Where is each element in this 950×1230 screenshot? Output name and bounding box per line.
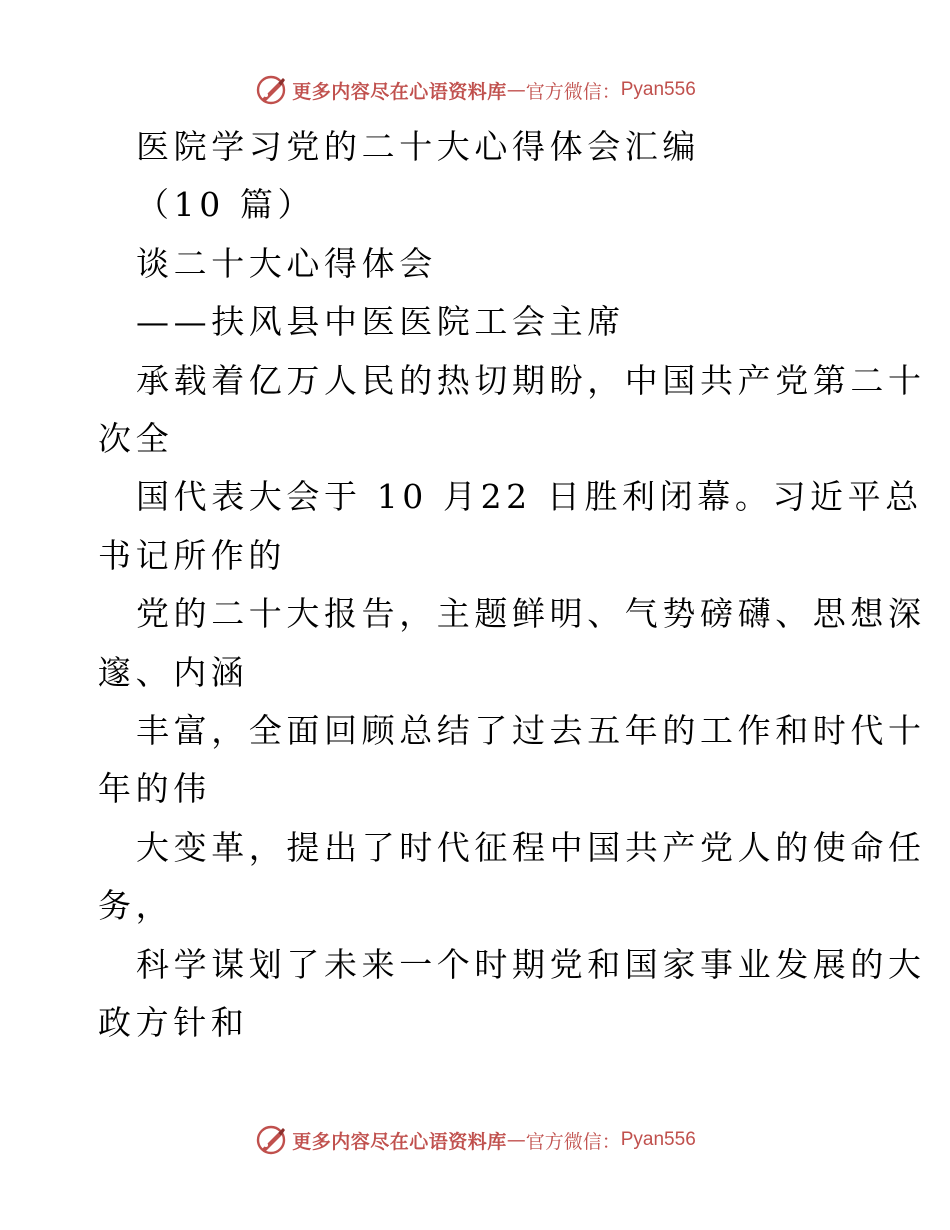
paragraph-line: 国代表大会于 10 月22 日胜利闭幕。习近平总	[136, 477, 923, 517]
footer-watermark	[0, 1120, 950, 1160]
document-body	[98, 118, 926, 1053]
watermark-separator: —	[506, 79, 526, 101]
watermark-wechat-label: 官方微信：	[525, 1130, 621, 1153]
paragraph-line: 邃、内涵	[98, 652, 249, 692]
paragraph-line: 次全	[98, 419, 174, 459]
pen-logo-icon	[254, 73, 288, 107]
paragraph-line: 承载着亿万人民的热切期盼，中国共产党第二十	[136, 360, 926, 400]
watermark-wechat-label: 官方微信：	[525, 80, 621, 103]
watermark-wechat-id: Pyan556	[620, 1129, 696, 1150]
paragraph-line: 党的二十大报告，主题鲜明、气势磅礴、思想深	[136, 594, 926, 634]
paragraph-line: 医院学习党的二十大心得体会汇编	[136, 127, 700, 166]
paragraph-line: 政方针和	[98, 1003, 249, 1043]
watermark-promo-text: 更多内容尽在心语资料库	[292, 80, 507, 103]
paragraph-line: 大变革，提出了时代征程中国共产党人的使命任	[136, 827, 926, 867]
pen-logo-icon	[254, 1123, 288, 1157]
paragraph-line: 丰富，全面回顾总结了过去五年的工作和时代十	[136, 711, 926, 751]
watermark-promo-text: 更多内容尽在心语资料库	[292, 1130, 507, 1153]
paragraph-line: 书记所作的	[98, 535, 286, 575]
paragraph-line: 务，	[98, 886, 174, 926]
paragraph-line: 谈二十大心得体会	[136, 243, 437, 283]
paragraph-line: 科学谋划了未来一个时期党和国家事业发展的大	[136, 944, 926, 984]
watermark-wechat-id: Pyan556	[620, 79, 696, 100]
paragraph-line: ——扶风县中医医院工会主席	[136, 302, 625, 342]
header-watermark	[0, 70, 950, 110]
paragraph-line: 年的伟	[98, 769, 211, 809]
paragraph-line: （10 篇）	[136, 185, 316, 225]
watermark-separator: —	[506, 1129, 526, 1151]
